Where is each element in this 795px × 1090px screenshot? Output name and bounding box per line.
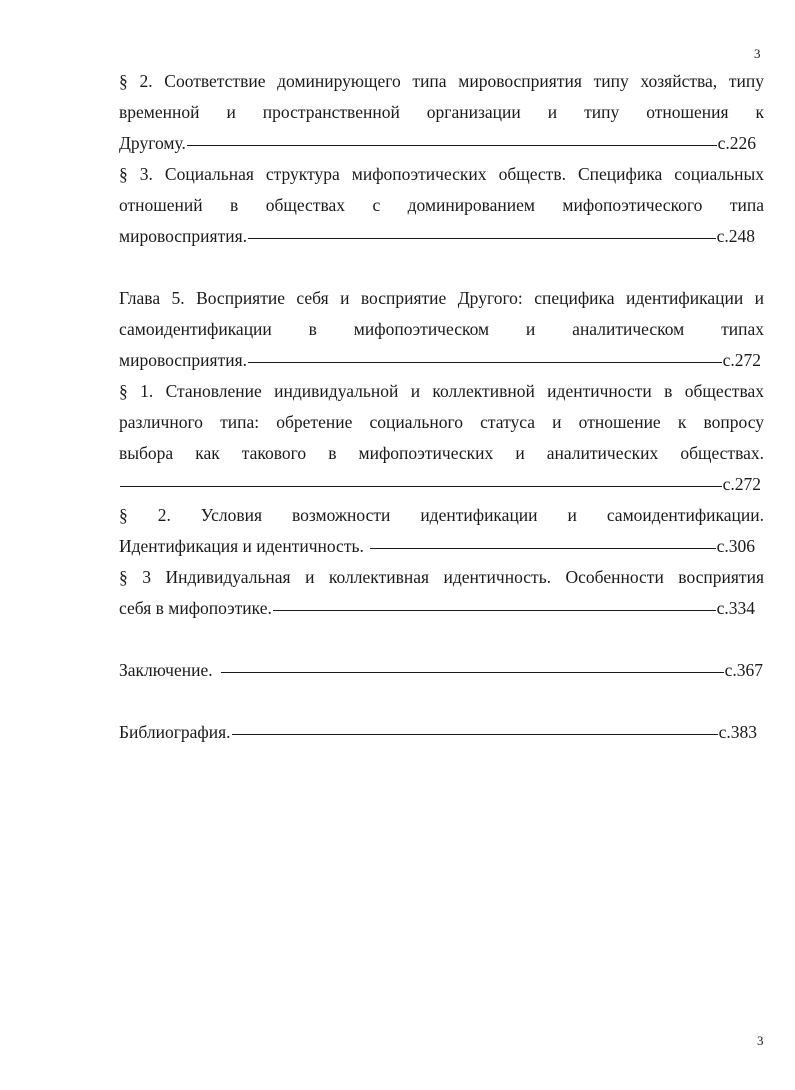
leader-line bbox=[370, 548, 716, 549]
toc-entry-ch5-s2[interactable] bbox=[119, 500, 764, 562]
toc-entry-text: § 3. Социальная структура мифопоэтических обществ. Специфика социальных bbox=[119, 164, 764, 184]
toc-entry-text: различного типа: обретение социального статуса и отношение к вопросу bbox=[119, 412, 764, 432]
toc-page-ref: с.334 bbox=[716, 598, 755, 618]
toc-page-ref: с.272 bbox=[722, 350, 761, 370]
toc-entry-text: § 3 Индивидуальная и коллективная идентичность. Особенности восприятия bbox=[119, 567, 764, 587]
toc-entry-text: Заключение. bbox=[119, 660, 213, 680]
toc-page-ref: с.306 bbox=[716, 536, 755, 556]
toc-leader-line bbox=[119, 469, 761, 500]
toc-leader-line bbox=[119, 531, 755, 562]
leader-line bbox=[120, 486, 722, 487]
toc-entry-ch4-s3[interactable] bbox=[119, 159, 764, 252]
toc-page-ref: с.226 bbox=[717, 133, 756, 153]
leader-line bbox=[248, 238, 716, 239]
toc-leader-line bbox=[119, 221, 755, 252]
toc-page-ref: с.248 bbox=[716, 226, 755, 246]
table-of-contents bbox=[119, 66, 764, 748]
toc-page-ref: с.383 bbox=[718, 722, 757, 742]
toc-leader-line bbox=[119, 655, 763, 686]
toc-entry-text: выбора как такового в мифопоэтических и аналитических обществах. bbox=[119, 443, 764, 463]
toc-entry-text: § 2. Условия возможности идентификации и самоидентификации. bbox=[119, 505, 764, 525]
toc-entry-conclusion[interactable] bbox=[119, 655, 764, 686]
toc-entry-text: Глава 5. Восприятие себя и восприятие Другого: специфика идентификации и bbox=[119, 288, 764, 308]
leader-line bbox=[248, 362, 722, 363]
toc-entry-text: Другому. bbox=[119, 133, 186, 153]
leader-line bbox=[273, 610, 716, 611]
toc-entry-text: § 1. Становление индивидуальной и коллективной идентичности в обществах bbox=[119, 381, 764, 401]
toc-entry-ch5-s3[interactable] bbox=[119, 562, 764, 624]
toc-entry-ch4-s2[interactable] bbox=[119, 66, 764, 159]
toc-entry-text: Библиография. bbox=[119, 722, 231, 742]
toc-leader-line bbox=[119, 717, 757, 748]
page-number-bottom: 3 bbox=[757, 1033, 764, 1048]
toc-entry-text: мировосприятия. bbox=[119, 350, 248, 370]
toc-leader-line bbox=[119, 593, 755, 624]
toc-entry-text: § 2. Соответствие доминирующего типа мировосприятия типу хозяйства, типу bbox=[119, 71, 764, 91]
page-number-top: 3 bbox=[754, 46, 761, 61]
leader-line bbox=[187, 145, 717, 146]
toc-entry-chapter-5[interactable] bbox=[119, 283, 764, 376]
toc-entry-text: мировосприятия. bbox=[119, 226, 248, 246]
toc-entry-text: самоидентификации в мифопоэтическом и аналитическом типах bbox=[119, 319, 764, 339]
leader-line bbox=[232, 734, 718, 735]
toc-entry-bibliography[interactable] bbox=[119, 717, 764, 748]
toc-entry-text: Идентификация и идентичность. bbox=[119, 536, 364, 556]
toc-page-ref: с.272 bbox=[722, 474, 761, 494]
toc-entry-text: себя в мифопоэтике. bbox=[119, 598, 272, 618]
toc-entry-ch5-s1[interactable] bbox=[119, 376, 764, 500]
toc-page-ref: с.367 bbox=[724, 660, 763, 680]
toc-entry-text: временной и пространственной организации и типу отношения к bbox=[119, 102, 764, 122]
toc-leader-line bbox=[119, 345, 761, 376]
leader-line bbox=[221, 672, 724, 673]
toc-leader-line bbox=[119, 128, 756, 159]
toc-entry-text: отношений в обществах с доминированием мифопоэтического типа bbox=[119, 195, 764, 215]
